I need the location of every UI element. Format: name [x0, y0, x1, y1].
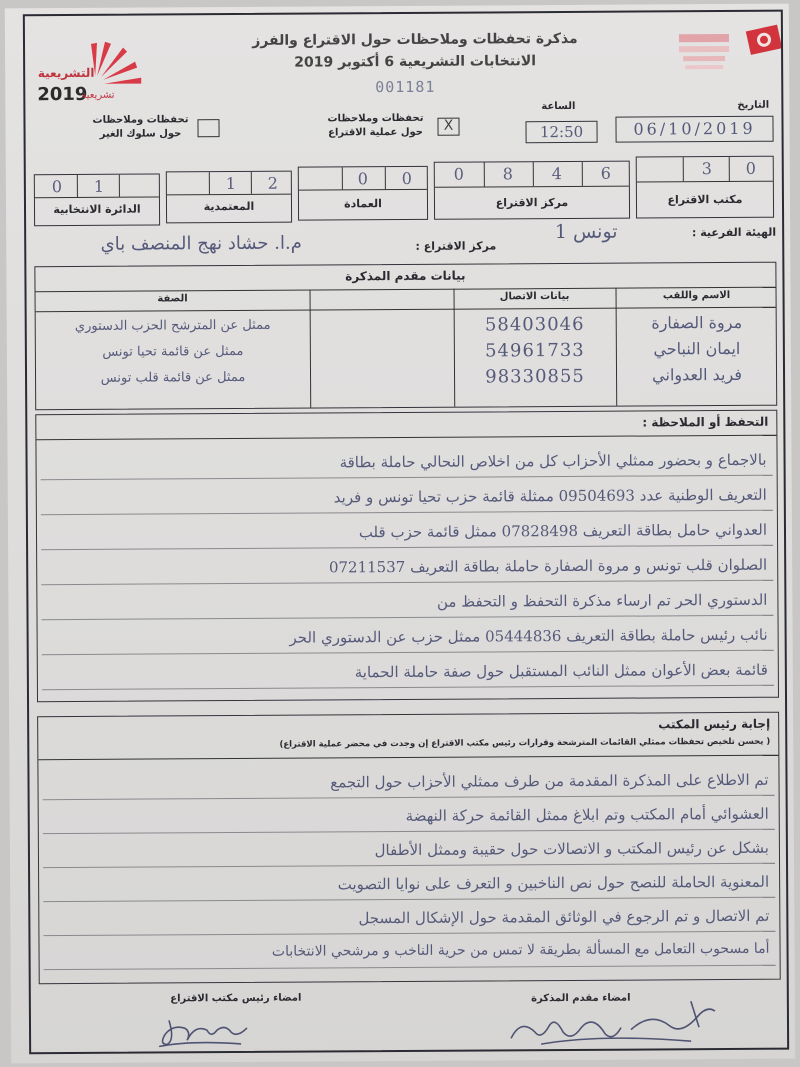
response-title: إجابة رئيس المكتب — [658, 716, 771, 732]
response-subtitle: ( يحسن تلخيص تحفظات ممثلي القائمات المترشحة وقرارات رئيس مكتب الاقتراع إن وجدت في محضر عملية الاقتراع) — [279, 736, 771, 750]
response-line: المعنوية الحاملة للنصح حول نص الناخبين و التعرف على نوايا التصويت — [337, 872, 770, 894]
submitter-phone: 98330855 — [485, 365, 585, 388]
form-frame — [23, 10, 789, 1055]
polling-center-digit: 0 — [453, 164, 464, 184]
col-contact-header: بيانات الاتصال — [499, 290, 570, 303]
submitter-phone: 58403046 — [484, 313, 585, 336]
option-other-checkbox[interactable] — [197, 119, 219, 137]
sub-authority-value[interactable]: تونس 1 — [554, 220, 618, 244]
municipality-code[interactable] — [166, 171, 292, 224]
polling-center-name-label: مركز الاقتراع : — [415, 239, 497, 253]
polling-office-label: مكتب الاقتراع — [667, 192, 743, 207]
polling-center-digit: 6 — [600, 163, 611, 183]
time-value: 12:50 — [539, 122, 584, 142]
date-field[interactable] — [615, 116, 773, 143]
polling-office-code[interactable] — [636, 156, 774, 219]
delegation-digit: 0 — [401, 168, 412, 188]
polling-center-label: مركز الاقتراع — [495, 195, 569, 210]
submitter-table — [34, 262, 777, 411]
constituency-digit: 0 — [51, 177, 63, 197]
remarks-line: قائمة بعض الأعوان ممثل النائب المستقبل حول صفة حاملة الحماية — [354, 660, 768, 682]
polling-center-code[interactable] — [434, 161, 630, 220]
municipality-label: المعتمدية — [203, 199, 255, 214]
submitter-phone: 54961733 — [485, 339, 585, 362]
option-process-label: تحفظات وملاحظات حول عملية الاقتراع — [327, 112, 424, 139]
submitter-signature-label: امضاء مقدم المذكرة — [531, 992, 631, 1005]
remarks-line: نائب رئيس حاملة بطاقة التعريف 05444836 ممثل حزب عن الدستوري الحر — [289, 625, 768, 647]
delegation-label: العمادة — [344, 197, 382, 211]
col-capacity-header: الصفة — [157, 293, 188, 305]
legislative-2019-logo-icon — [35, 38, 145, 111]
president-signature-label: امضاء رئيس مكتب الاقتراع — [170, 992, 302, 1005]
serial-number: 001181 — [375, 77, 436, 97]
response-box — [37, 712, 781, 985]
date-value: 06/10/2019 — [633, 118, 756, 139]
municipality-digit: 1 — [225, 173, 237, 194]
submitter-signature-icon — [501, 997, 731, 1053]
logo-text: التشريعية — [37, 65, 95, 81]
remarks-line: التعريف الوطنية عدد 09504693 ممثلة قائمة حزب تحيا تونس و فريد — [333, 485, 767, 507]
time-field[interactable] — [525, 121, 597, 143]
response-line: العشوائي أمام المكتب وتم ابلاغ ممثل القائمة حركة النهضة — [405, 804, 769, 825]
form-sheet — [5, 4, 795, 1064]
remarks-line: الصلوان قلب تونس و مروة الصفارة حاملة بطاقة التعريف 07211537 — [328, 555, 768, 577]
form-title: مذكرة تحفظات وملاحظات حول الاقتراع والفرز — [252, 30, 578, 49]
response-line: أما مسحوب التعامل مع المسألة بطريقة لا تمس من حرية الناخب و مرشحي الانتخابات — [271, 940, 770, 960]
form-subtitle: الانتخابات التشريعية 6 أكتوبر 2019 — [294, 53, 537, 71]
logo-subtext: تشريعية — [81, 89, 115, 101]
municipality-digit: 2 — [267, 173, 279, 193]
polling-office-digit: 3 — [701, 159, 712, 179]
polling-office-digit: 0 — [745, 158, 756, 178]
constituency-digit: 1 — [93, 176, 105, 196]
logo-year: 2019 — [37, 83, 88, 106]
remarks-box — [35, 410, 779, 703]
submitter-name: مروة الصفارة — [651, 312, 743, 333]
sub-authority-label: الهيئة الفرعية : — [691, 225, 777, 240]
constituency-code[interactable] — [34, 173, 160, 226]
remarks-line: العدواني حامل بطاقة التعريف 07828498 ممثل قائمة حزب قلب — [358, 520, 768, 542]
response-line: تم الاتصال و تم الرجوع في الوثائق المقدمة حول الإشكال المسجل — [358, 906, 770, 928]
submitter-capacity: ممثل عن قائمة قلب تونس — [100, 369, 246, 386]
submitter-capacity: ممثل عن المترشح الحزب الدستوري — [74, 317, 271, 334]
constituency-label: الدائرة الانتخابية — [53, 202, 141, 217]
col-name-header: الاسم واللقب — [662, 289, 731, 302]
delegation-digit: 0 — [357, 169, 368, 189]
polling-center-digit: 8 — [502, 164, 513, 184]
response-line: تم الاطلاع على المذكرة المقدمة من طرف ممثلي الأحزاب حول التجمع — [330, 770, 769, 792]
remarks-line: الدستوري الحر تم ارساء مذكرة التحفظ و التحفظ من — [436, 590, 768, 611]
submitter-capacity: ممثل عن قائمة تحيا تونس — [102, 343, 244, 360]
president-signature-icon — [151, 1010, 271, 1051]
delegation-code[interactable] — [298, 166, 428, 221]
remarks-line: بالاجماع و بحضور ممثلي الأحزاب كل من اخلاص النحالي حاملة بطاقة — [339, 450, 767, 472]
time-label: الساعة — [541, 100, 576, 113]
option-other-label: تحفظات وملاحظات حول سلوك الغير — [92, 114, 189, 140]
date-label: التاريخ — [737, 99, 770, 111]
submitter-name: فريد العدواني — [652, 364, 742, 385]
submitter-name: ايمان النباحي — [653, 338, 741, 359]
polling-center-name-value[interactable]: م.ا. حشاد نهج المنصف باي — [100, 232, 302, 255]
remarks-title: التحفظ أو الملاحظة : — [642, 414, 769, 430]
polling-center-digit: 4 — [551, 164, 562, 184]
option-process-checkbox[interactable]: X — [437, 118, 459, 136]
submitter-section-title: بيانات مقدم المذكرة — [345, 268, 466, 284]
response-line: بشكل عن رئيس المكتب و الاتصالات حول حقيبة وممثل الأطفال — [374, 838, 769, 860]
